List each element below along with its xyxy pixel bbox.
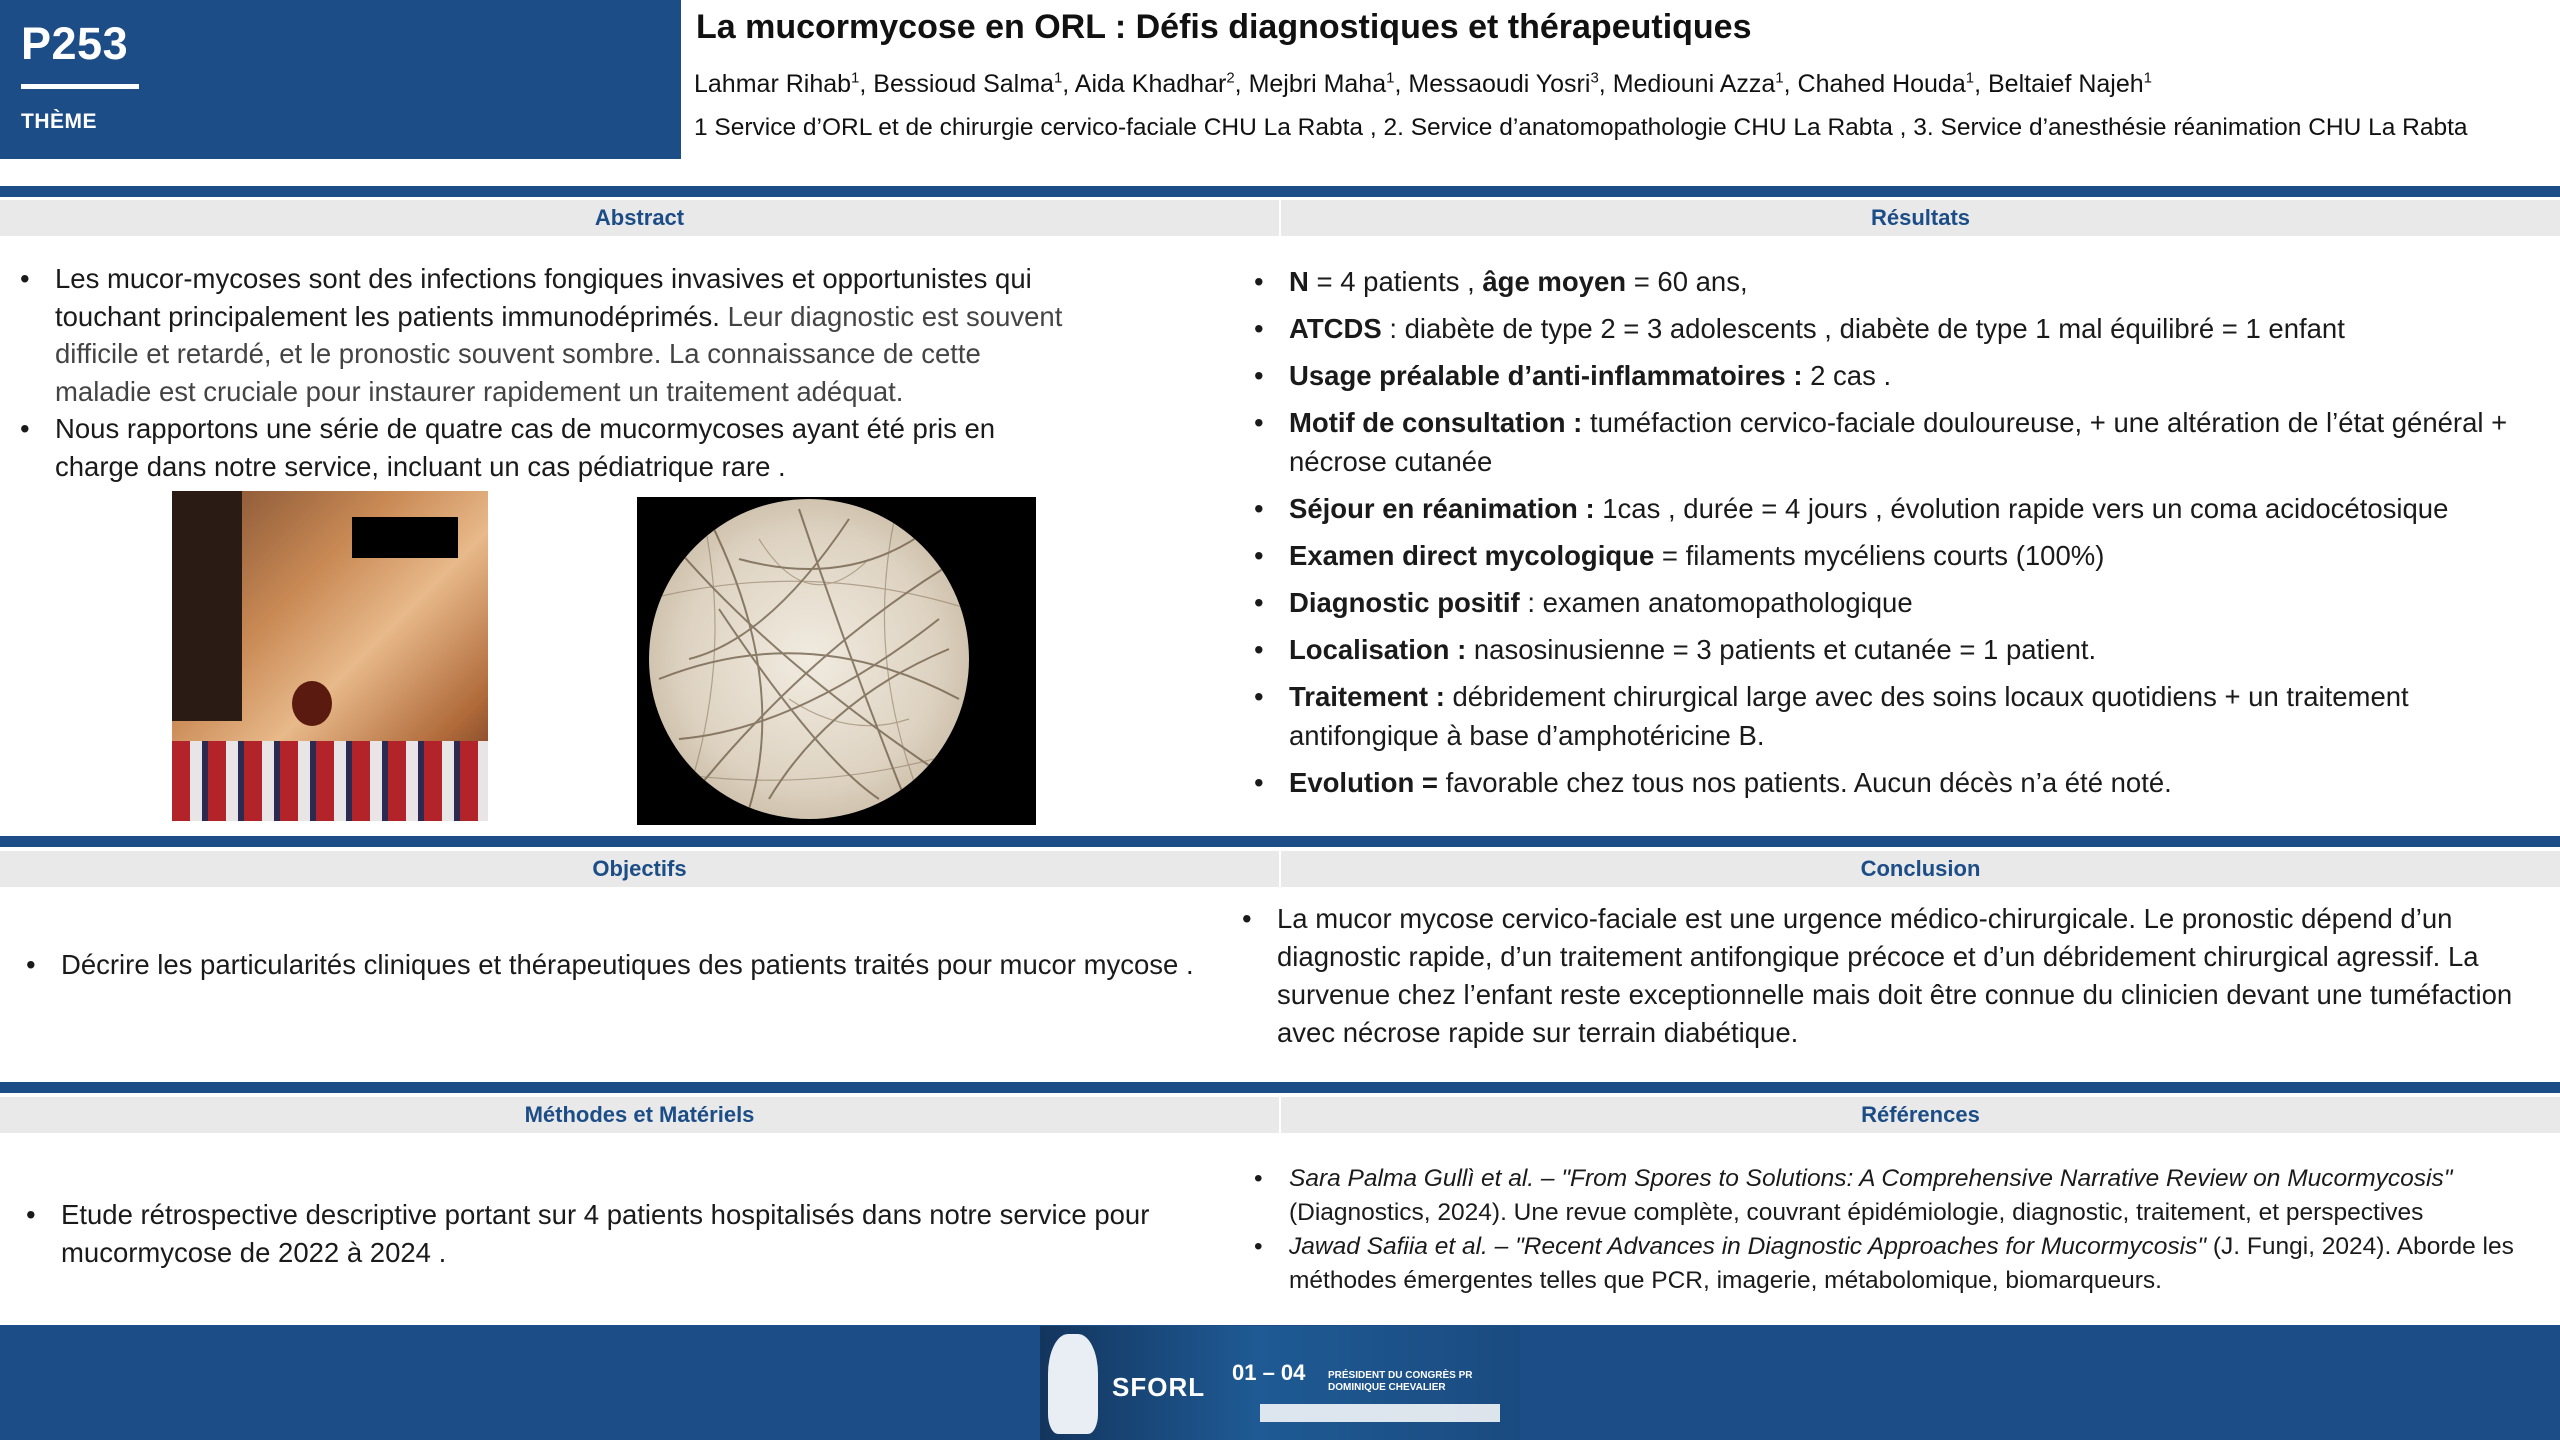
- conclusion-list: [1242, 900, 2542, 1052]
- list-item: • Nous rapportons une série de quatre cas de mucormycoses ayant été pris en charge dans notre service, incluant un cas pédiatrique rare .: [20, 410, 1080, 485]
- microscopy-image: [637, 497, 1036, 825]
- author: Bessioud Salma: [873, 70, 1054, 98]
- list-item: • Usage préalable d’anti-inflammatoires : 2 cas .: [1254, 356, 2554, 395]
- section-divider: [0, 836, 2560, 847]
- author: Chahed Houda: [1797, 70, 1966, 98]
- profile-logo: [1048, 1334, 1098, 1434]
- abstract-heading: Abstract: [0, 200, 1279, 236]
- patient-photo: [172, 491, 488, 821]
- list-item: • N = 4 patients , âge moyen = 60 ans,: [1254, 262, 2554, 301]
- results-heading: Résultats: [1281, 200, 2560, 236]
- author: Aida Khadhar: [1074, 70, 1227, 98]
- affiliations: 1 Service d’ORL et de chirurgie cervico-faciale CHU La Rabta , 2. Service d’anatomopathologie CHU La Rabta , 3. Service d’anesthésie réanimation CHU La Rabta: [694, 114, 2468, 141]
- list-item: • Examen direct mycologique = filaments mycéliens courts (100%): [1254, 536, 2554, 575]
- privacy-mask: [352, 517, 458, 558]
- congress-name: SFORL: [1112, 1372, 1206, 1402]
- references-heading: Références: [1281, 1097, 2560, 1133]
- reference-item: • Jawad Safiia et al. – "Recent Advances in Diagnostic Approaches for Mucormycosis" (J. Fungi, 2024). Aborde les méthodes émergentes telles que PCR, imagerie, métabolomique, biomarqueurs.: [1254, 1230, 2554, 1298]
- author: Mediouni Azza: [1612, 70, 1776, 98]
- list-item: • Evolution = favorable chez tous nos patients. Aucun décès n’a été noté.: [1254, 763, 2554, 802]
- poster-code: P253: [21, 18, 129, 69]
- section-divider: [0, 186, 2560, 197]
- congress-president: PRÉSIDENT DU CONGRÈS PR DOMINIQUE CHEVALIER: [1328, 1370, 1473, 1393]
- conclusion-heading: Conclusion: [1281, 851, 2560, 887]
- objectives-heading: Objectifs: [0, 851, 1279, 887]
- author: Messaoudi Yosri: [1408, 70, 1591, 98]
- objectives-list: [26, 946, 1256, 984]
- congress-dates: 01 – 04: [1232, 1360, 1306, 1385]
- poster-title: La mucormycose en ORL : Défis diagnostiques et thérapeutiques: [696, 8, 1752, 46]
- methods-heading: Méthodes et Matériels: [0, 1097, 1279, 1133]
- list-item: • Traitement : débridement chirurgical large avec des soins locaux quotidiens + un traitement antifongique à base d’amphotéricine B.: [1254, 677, 2554, 755]
- author: Mejbri Maha: [1248, 70, 1387, 98]
- list-item: • Diagnostic positif : examen anatomopathologique: [1254, 583, 2554, 622]
- author: Lahmar Rihab: [694, 70, 852, 98]
- theme-label: THÈME: [21, 110, 97, 133]
- section-divider: [0, 1082, 2560, 1093]
- code-underline: [21, 84, 139, 89]
- sponsor-logos: [1260, 1404, 1500, 1422]
- references-list: [1254, 1162, 2554, 1298]
- list-item: • Décrire les particularités cliniques et thérapeutiques des patients traités pour mucor mycose .: [26, 946, 1256, 984]
- poster-code-box: [0, 0, 681, 159]
- list-item: • Les mucor-mycoses sont des infections fongiques invasives et opportunistes qui touchant principalement les patients immunodéprimés. Leur diagnostic est souvent difficile et retardé, et le pronostic souvent sombre. La connaissance de cette maladie est cruciale pour instaurer rapidement un traitement adéquat.: [20, 260, 1080, 410]
- abstract-list: [20, 260, 1080, 485]
- list-item: • Séjour en réanimation : 1cas , durée = 4 jours , évolution rapide vers un coma acidocétosique: [1254, 489, 2554, 528]
- list-item: • Motif de consultation : tuméfaction cervico-faciale douloureuse, + une altération de l’état général + nécrose cutanée: [1254, 403, 2554, 481]
- author: Beltaief Najeh: [1988, 70, 2144, 98]
- author-list: Lahmar Rihab$^1$, Bessioud Salma$^1$, Aida Khadhar$^2$, Mejbri Maha$^1$, Messaoudi Yosri$^3$, Mediouni Azza$^1$, Chahed Houda$^1$, Beltaief Najeh$^1$: [694, 69, 2152, 98]
- list-item: • Etude rétrospective descriptive portant sur 4 patients hospitalisés dans notre service pour mucormycose de 2022 à 2024 .: [26, 1196, 1256, 1272]
- list-item: • Localisation : nasosinusienne = 3 patients et cutanée = 1 patient.: [1254, 630, 2554, 669]
- methods-list: [26, 1196, 1256, 1272]
- congress-banner: [1040, 1326, 1520, 1440]
- results-list: [1254, 262, 2554, 810]
- reference-item: • Sara Palma Gullì et al. – "From Spores to Solutions: A Comprehensive Narrative Review on Mucormycosis" (Diagnostics, 2024). Une revue complète, couvrant épidémiologie, diagnostic, traitement, et perspectives: [1254, 1162, 2554, 1230]
- list-item: • ATCDS : diabète de type 2 = 3 adolescents , diabète de type 1 mal équilibré = 1 enfant: [1254, 309, 2554, 348]
- list-item: • La mucor mycose cervico-faciale est une urgence médico-chirurgicale. Le pronostic dépend d’un diagnostic rapide, d’un traitement antifongique précoce et d’un débridement chirurgical agressif. La survenue chez l’enfant reste exceptionnelle mais doit être connue du clinicien devant une tuméfaction avec nécrose rapide sur terrain diabétique.: [1242, 900, 2542, 1052]
